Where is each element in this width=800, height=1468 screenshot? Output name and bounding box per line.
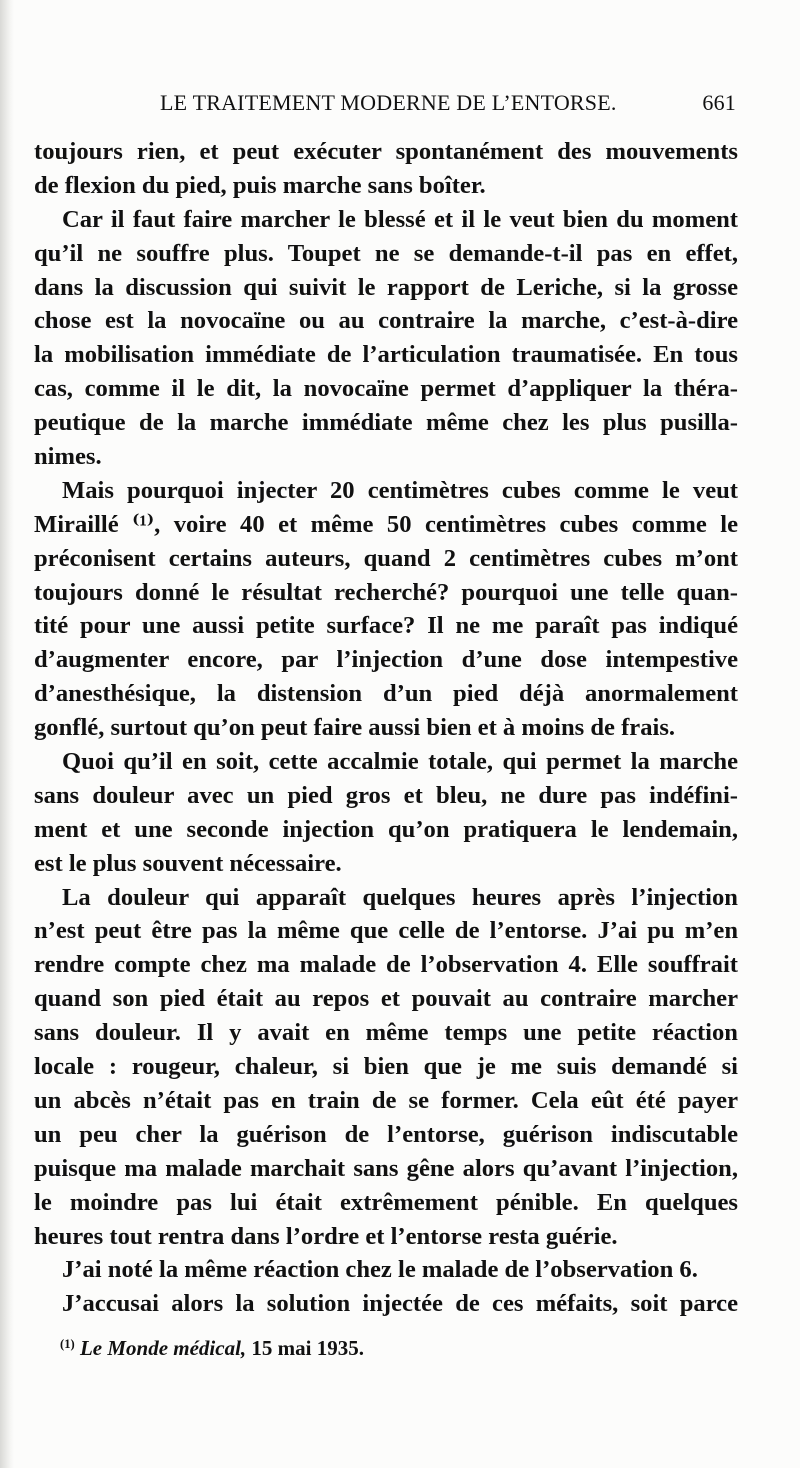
page-gutter-shadow xyxy=(0,0,14,1468)
text-line: toujours donné le résultat recherché? pourquoi une telle quan- xyxy=(34,578,738,606)
text-line: dans la discussion qui suivit le rapport de Leriche, si la grosse xyxy=(34,273,738,301)
text-line: d’augmenter encore, par l’injection d’une dose intempestive xyxy=(34,646,738,674)
text-line: gonflé, surtout qu’on peut faire aussi bien et à moins de frais. xyxy=(34,714,676,742)
text-line: ment et une seconde injection qu’on pratiquera le lendemain, xyxy=(34,815,738,843)
text-line: n’est peut être pas la même que celle de l’entorse. J’ai pu m’en xyxy=(34,917,738,945)
text-line: J’ai noté la même réaction chez le malade de l’observation 6. xyxy=(62,1256,698,1284)
text-line: un abcès n’était pas en train de se former. Cela eût été payer xyxy=(34,1086,738,1114)
text-line: Car il faut faire marcher le blessé et il le veut bien du moment xyxy=(62,205,738,233)
text-line: La douleur qui apparaît quelques heures après l’injection xyxy=(62,883,738,911)
footnote-journal: Le Monde médical, xyxy=(79,1336,247,1360)
text-line: Mais pourquoi injecter 20 centimètres cubes comme le veut xyxy=(62,476,738,504)
text-line: tité pour une aussi petite surface? Il ne me paraît pas indiqué xyxy=(34,612,738,640)
text-line: de flexion du pied, puis marche sans boîter. xyxy=(34,171,486,199)
text-line: la mobilisation immédiate de l’articulation traumatisée. En tous xyxy=(34,341,738,369)
footnote-date: 15 mai 1935. xyxy=(251,1336,364,1360)
text-line: Miraillé ⁽¹⁾, voire 40 et même 50 centimètres cubes comme le xyxy=(34,510,738,538)
footnote-marker: (1) xyxy=(60,1337,75,1352)
text-line: est le plus souvent nécessaire. xyxy=(34,849,342,877)
running-header xyxy=(160,86,740,122)
text-line: le moindre pas lui était extrêmement pénible. En quelques xyxy=(34,1188,738,1216)
text-line: chose est la novocaïne ou au contraire la marche, c’est-à-dire xyxy=(34,307,738,335)
text-line: rendre compte chez ma malade de l’observation 4. Elle souffrait xyxy=(34,951,738,979)
text-line: un peu cher la guérison de l’entorse, guérison indiscutable xyxy=(34,1120,738,1148)
running-title: LE TRAITEMENT MODERNE DE L’ENTORSE. xyxy=(160,90,617,115)
text-line: J’accusai alors la solution injectée de ces méfaits, soit parce xyxy=(62,1290,738,1318)
text-line: sans douleur. Il y avait en même temps une petite réaction xyxy=(34,1019,738,1047)
text-line: préconisent certains auteurs, quand 2 centimètres cubes m’ont xyxy=(34,544,738,572)
text-line: qu’il ne souffre plus. Toupet ne se demande-t-il pas en effet, xyxy=(34,239,738,267)
text-line: heures tout rentra dans l’ordre et l’entorse resta guérie. xyxy=(34,1222,618,1250)
page-number: 661 xyxy=(702,90,736,115)
text-line: toujours rien, et peut exécuter spontanément des mouvements xyxy=(34,138,738,165)
body-text xyxy=(34,135,738,1321)
text-line: sans douleur avec un pied gros et bleu, ne dure pas indéfini- xyxy=(34,781,738,809)
text-line: cas, comme il le dit, la novocaïne permet d’appliquer la théra- xyxy=(34,375,738,403)
text-line: d’anesthésique, la distension d’un pied déjà anormalement xyxy=(34,680,738,708)
text-line: quand son pied était au repos et pouvait au contraire marcher xyxy=(34,985,738,1013)
text-line: nimes. xyxy=(34,443,102,471)
text-line: Quoi qu’il en soit, cette accalmie totale, qui permet la marche xyxy=(62,748,738,776)
footnote xyxy=(60,1336,364,1361)
text-line: peutique de la marche immédiate même chez les plus pusilla- xyxy=(34,409,738,437)
text-line: puisque ma malade marchait sans gêne alors qu’avant l’injection, xyxy=(34,1154,738,1182)
text-line: locale : rougeur, chaleur, si bien que je me suis demandé si xyxy=(34,1053,738,1081)
